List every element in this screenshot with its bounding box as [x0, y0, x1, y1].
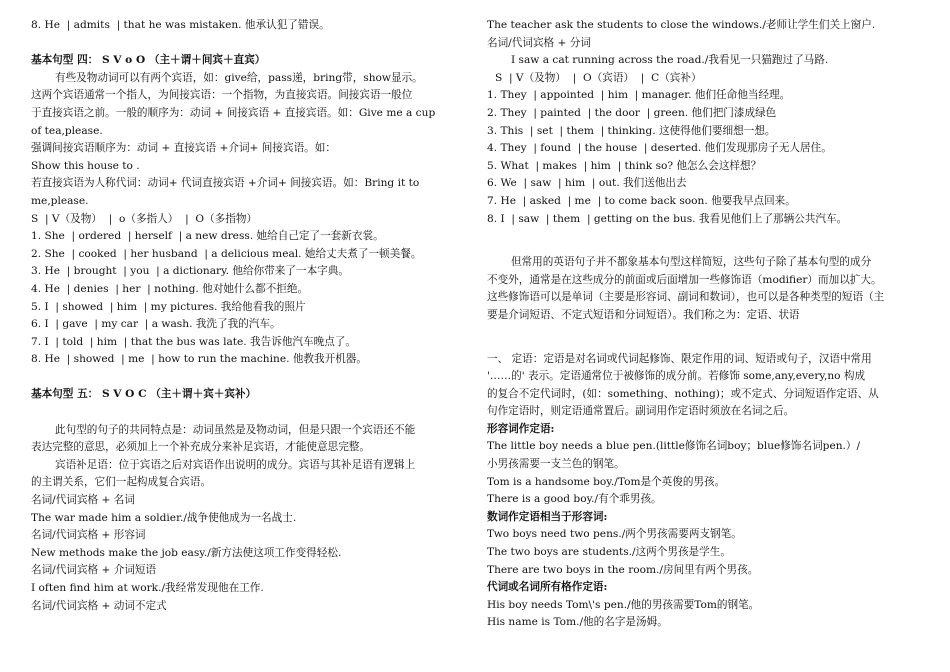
structure-header: S | V（及物） | o（多指人） | O（多指物） [31, 212, 258, 225]
text-line: His name is Tom./他的名字是汤姆。 [487, 616, 668, 629]
text-line: 宾语补足语：位于宾语之后对宾语作出说明的成分。宾语与其补足语有逻辑上 [55, 458, 416, 471]
example-line: 7. He | asked | me | to come back soon. 他要我早点回来。 [487, 194, 796, 207]
list-item: 名词/代词宾格 + 形容词 [31, 529, 146, 542]
text-line: Tom is a handsome boy./Tom是个英俊的男孩。 [487, 475, 726, 488]
text-line: There is a good boy./有个乖男孩。 [487, 493, 662, 506]
text-line: 有些及物动词可以有两个宾语，如：give给，pass递，bring带，show显示。 [55, 71, 423, 84]
text-line: 若直接宾语为人称代词：动词+ 代词直接宾语 +介词+ 间接宾语。如：Bring it to [31, 177, 420, 190]
example-line: 5. I | showed | him | my pictures. 我给他看我的照片 [31, 300, 306, 313]
subheading-pronoun: 代词或名词所有格作定语: [487, 581, 608, 594]
text-line: 此句型的句子的共同特点是：动词虽然是及物动词，但是只跟一个宾语还不能 [55, 423, 416, 436]
section-heading-pattern-5: 基本句型 五： S V O C （主＋谓＋宾＋宾补） [31, 388, 257, 401]
text-line: 8. He | admits | that he was mistaken. 他承认犯了错误。 [31, 19, 330, 31]
left-column [31, 17, 471, 615]
text-line: 的复合不定代词时，(如：something、nothing)；或不定式、分词短语作定语、从 [487, 387, 879, 400]
text-line: The little boy needs a blue pen.(little修饰名词boy；blue修饰名词pen.）/ [487, 440, 861, 453]
structure-header: S | V（及物） | O（宾语） | C（宾补） [495, 71, 702, 84]
text-line: 这些修饰语可以是单词（主要是形容词、副词和数词），也可以是各种类型的短语（主 [487, 291, 885, 304]
example-line: 4. He | denies | her | nothing. 他对她什么都不拒绝。 [31, 282, 309, 295]
example-line: 1. They | appointed | him | manager. 他们任命他当经理。 [487, 89, 791, 102]
text-line: Two boys need two pens./两个男孩需要两支钢笔。 [487, 528, 742, 541]
text-line: 一、 定语：定语是对名词或代词起修饰、限定作用的词、短语或句子，汉语中常用 [487, 352, 872, 365]
example-line: 3. This | set | them | thinking. 这使得他们要细想一想。 [487, 124, 776, 137]
text-line: 强调间接宾语顺序为：动词 + 直接宾语 +介词+ 间接宾语。如： [31, 142, 336, 155]
list-item: 名词/代词宾格 + 名词 [31, 494, 135, 507]
text-line: 表达完整的意思，必须加上一个补充成分来补足宾语，才能使意思完整。 [31, 441, 370, 454]
text-line: I saw a cat running across the road./我看见一只猫跑过了马路. [511, 54, 829, 67]
text-line: 要是介词短语、不定式短语和分词短语）。我们称之为：定语、状语 [487, 308, 800, 321]
example-line: 4. They | found | the house | deserted. 他们发现那房子无人居住。 [487, 142, 832, 155]
text-line: of tea,please. [31, 124, 103, 137]
right-column [487, 17, 927, 632]
text-line: 但常用的英语句子并不都象基本句型这样简短，这些句子除了基本句型的成分 [511, 256, 872, 269]
list-item: The war made him a soldier./战争使他成为一名战士. [31, 511, 297, 524]
text-line: The teacher ask the students to close the windows./老师让学生们关上窗户. [487, 19, 876, 31]
list-item: New methods make the job easy./新方法使这项工作变得轻松. [31, 546, 342, 559]
example-line: 1. She | ordered | herself | a new dress. 她给自己定了一套新衣裳。 [31, 230, 384, 243]
section-heading-pattern-4: 基本句型 四： S V o O （主＋谓＋间宾＋直宾） [31, 54, 266, 67]
example-line: 2. She | cooked | her husband | a delicious meal. 她给丈夫煮了一顿美餐。 [31, 247, 422, 260]
text-line: 不变外，通常是在这些成分的前面或后面增加一些修饰语（modifier）而加以扩大。 [487, 273, 882, 286]
example-line: 8. I | saw | them | getting on the bus. 我看见他们上了那辆公共汽车。 [487, 212, 848, 225]
text-line: me,please. [31, 194, 89, 207]
text-line: 的主谓关系，它们一起构成复合宾语。 [31, 476, 212, 489]
text-line: There are two boys in the room./房间里有两个男孩。 [487, 563, 759, 576]
text-line: 小男孩需要一支兰色的钢笔。 [487, 458, 625, 471]
example-line: 8. He | showed | me | how to run the machine. 他教我开机器。 [31, 353, 367, 366]
text-line: Show this house to . [31, 159, 140, 172]
text-line: His boy needs Tom\'s pen./他的男孩需要Tom的钢笔。 [487, 598, 760, 611]
text-line: 这两个宾语通常一个指人，为间接宾语：一个指物，为直接宾语。间接宾语一般位 [31, 89, 413, 102]
text-line: 名词/代词宾格 + 分词 [487, 36, 591, 49]
example-line: 5. What | makes | him | think so? 他怎么会这样想？ [487, 159, 762, 172]
example-line: 6. I | gave | my car | a wash. 我洗了我的汽车。 [31, 318, 281, 331]
list-item: I often find him at work./我经常发现他在工作. [31, 582, 264, 594]
example-line: 7. I | told | him | that the bus was late. 我告诉他汽车晚点了。 [31, 335, 356, 348]
subheading-numeral: 数词作定语相当于形容词: [487, 510, 608, 523]
list-item: 名词/代词宾格 + 动词不定式 [31, 599, 167, 612]
text-line: 于直接宾语之前。一般的顺序为：动词 + 间接宾语 + 直接宾语。如：Give me a cup [31, 106, 436, 119]
example-line: 3. He | brought | you | a dictionary. 他给你带来了一本字典。 [31, 265, 349, 278]
text-line: The two boys are students./这两个男孩是学生。 [487, 546, 731, 559]
text-line: 句作定语时，则定语通常置后。副词用作定语时须放在名词之后。 [487, 405, 795, 418]
list-item: 名词/代词宾格 + 介词短语 [31, 564, 157, 577]
subheading-adjective: 形容词作定语: [487, 422, 555, 435]
example-line: 2. They | painted | the door | green. 他们把门漆成绿色 [487, 106, 777, 119]
text-line: '……的' 表示。定语通常位于被修饰的成分前。若修饰 some,any,every,no 构成 [487, 370, 866, 383]
example-line: 6. We | saw | him | out. 我们送他出去 [487, 177, 687, 190]
